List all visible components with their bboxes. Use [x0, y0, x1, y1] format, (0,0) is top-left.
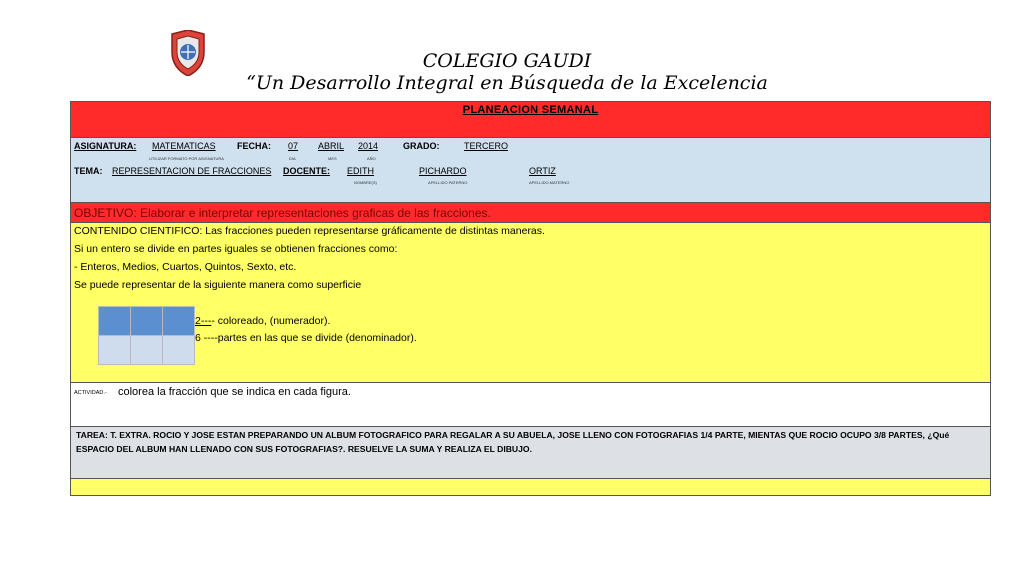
- plan-header-title: PLANEACION SEMANAL: [462, 104, 599, 116]
- hint-dia: DIA: [289, 156, 296, 161]
- asignatura-label: ASIGNATURA:: [74, 141, 137, 151]
- contenido-line-2: Si un entero se divide en partes iguales se obtienen fracciones como:: [74, 243, 398, 255]
- tema-value: REPRESENTACION DE FRACCIONES: [112, 166, 272, 176]
- fecha-label: FECHA:: [237, 141, 271, 151]
- actividad-band: [71, 383, 990, 427]
- weekly-plan-sheet: [70, 101, 991, 496]
- hint-mes: MES: [328, 156, 337, 161]
- fraction-cell: [163, 336, 195, 365]
- numerator-line: [195, 315, 330, 327]
- fraction-cell: [163, 307, 195, 336]
- info-band: [71, 138, 990, 203]
- plan-header-band: [71, 102, 990, 138]
- grado-label: GRADO:: [403, 141, 440, 151]
- denominator-line: 6 ----partes en las que se divide (denominador).: [195, 332, 417, 344]
- contenido-band: [71, 223, 990, 383]
- numerator-text: - coloreado, (numerador).: [211, 315, 331, 327]
- contenido-line-3: - Enteros, Medios, Cuartos, Quintos, Sexto, etc.: [74, 261, 297, 273]
- footer-band: [71, 479, 990, 495]
- contenido-line-4: Se puede representar de la siguiente manera como superficie: [74, 279, 362, 291]
- school-name: COLEGIO GAUDI: [422, 50, 592, 72]
- actividad-text: colorea la fracción que se indica en cada figura.: [118, 386, 351, 398]
- school-motto: “Un Desarrollo Integral en Búsqueda de la Excelencia: [246, 72, 768, 94]
- objetivo-band: [71, 203, 990, 223]
- tarea-line-1: TAREA: T. EXTRA. ROCIO Y JOSE ESTAN PREPARANDO UN ALBUM FOTOGRAFICO PARA REGALAR A SU ABUELA, JOSE LLENO CON FOTOGRAFIAS 1/4 PARTE, MIENTAS QUE ROCIO OCUPO 3/8 PARTES, ¿Qué: [76, 430, 950, 440]
- asignatura-value: MATEMATICAS: [152, 141, 216, 151]
- objetivo-text: OBJETIVO: Elaborar e interpretar representaciones graficas de las fracciones.: [74, 206, 491, 220]
- hint-nombre: NOMBRE(S): [354, 180, 377, 185]
- fraction-cell: [131, 307, 163, 336]
- hint-materno: APELLIDO MATERNO: [529, 180, 570, 185]
- fecha-mes: ABRIL: [318, 141, 345, 151]
- contenido-line-1: CONTENIDO CIENTIFICO: Las fracciones pueden representarse gráficamente de distintas maneras.: [74, 225, 545, 237]
- tarea-line-2: ESPACIO DEL ALBUM HAN LLENADO CON SUS FOTOGRAFIAS?. RESUELVE LA SUMA Y REALIZA EL DIBUJO.: [76, 444, 532, 454]
- docente-nombre: EDITH: [347, 166, 374, 176]
- docente-label: DOCENTE:: [283, 166, 330, 176]
- grado-value: TERCERO: [464, 141, 509, 151]
- hint-paterno: APELLIDO PATERNO: [428, 180, 468, 185]
- tema-label: TEMA:: [74, 166, 103, 176]
- fraction-grid: [98, 306, 195, 365]
- fraction-cell: [99, 336, 131, 365]
- hint-formato: UTILIZAR FORMATO POR ASIGNATURA: [149, 156, 224, 161]
- docente-apellido-materno: ORTIZ: [529, 166, 556, 176]
- actividad-label: ACTIVIDAD.-: [74, 390, 107, 396]
- fecha-dia: 07: [288, 141, 299, 151]
- docente-apellido-paterno: PICHARDO: [419, 166, 467, 176]
- tarea-band: [71, 427, 990, 479]
- hint-anio: AÑO: [367, 156, 376, 161]
- fraction-cell: [99, 307, 131, 336]
- numerator-value: 2---: [195, 315, 212, 327]
- fecha-anio: 2014: [358, 141, 379, 151]
- fraction-cell: [131, 336, 163, 365]
